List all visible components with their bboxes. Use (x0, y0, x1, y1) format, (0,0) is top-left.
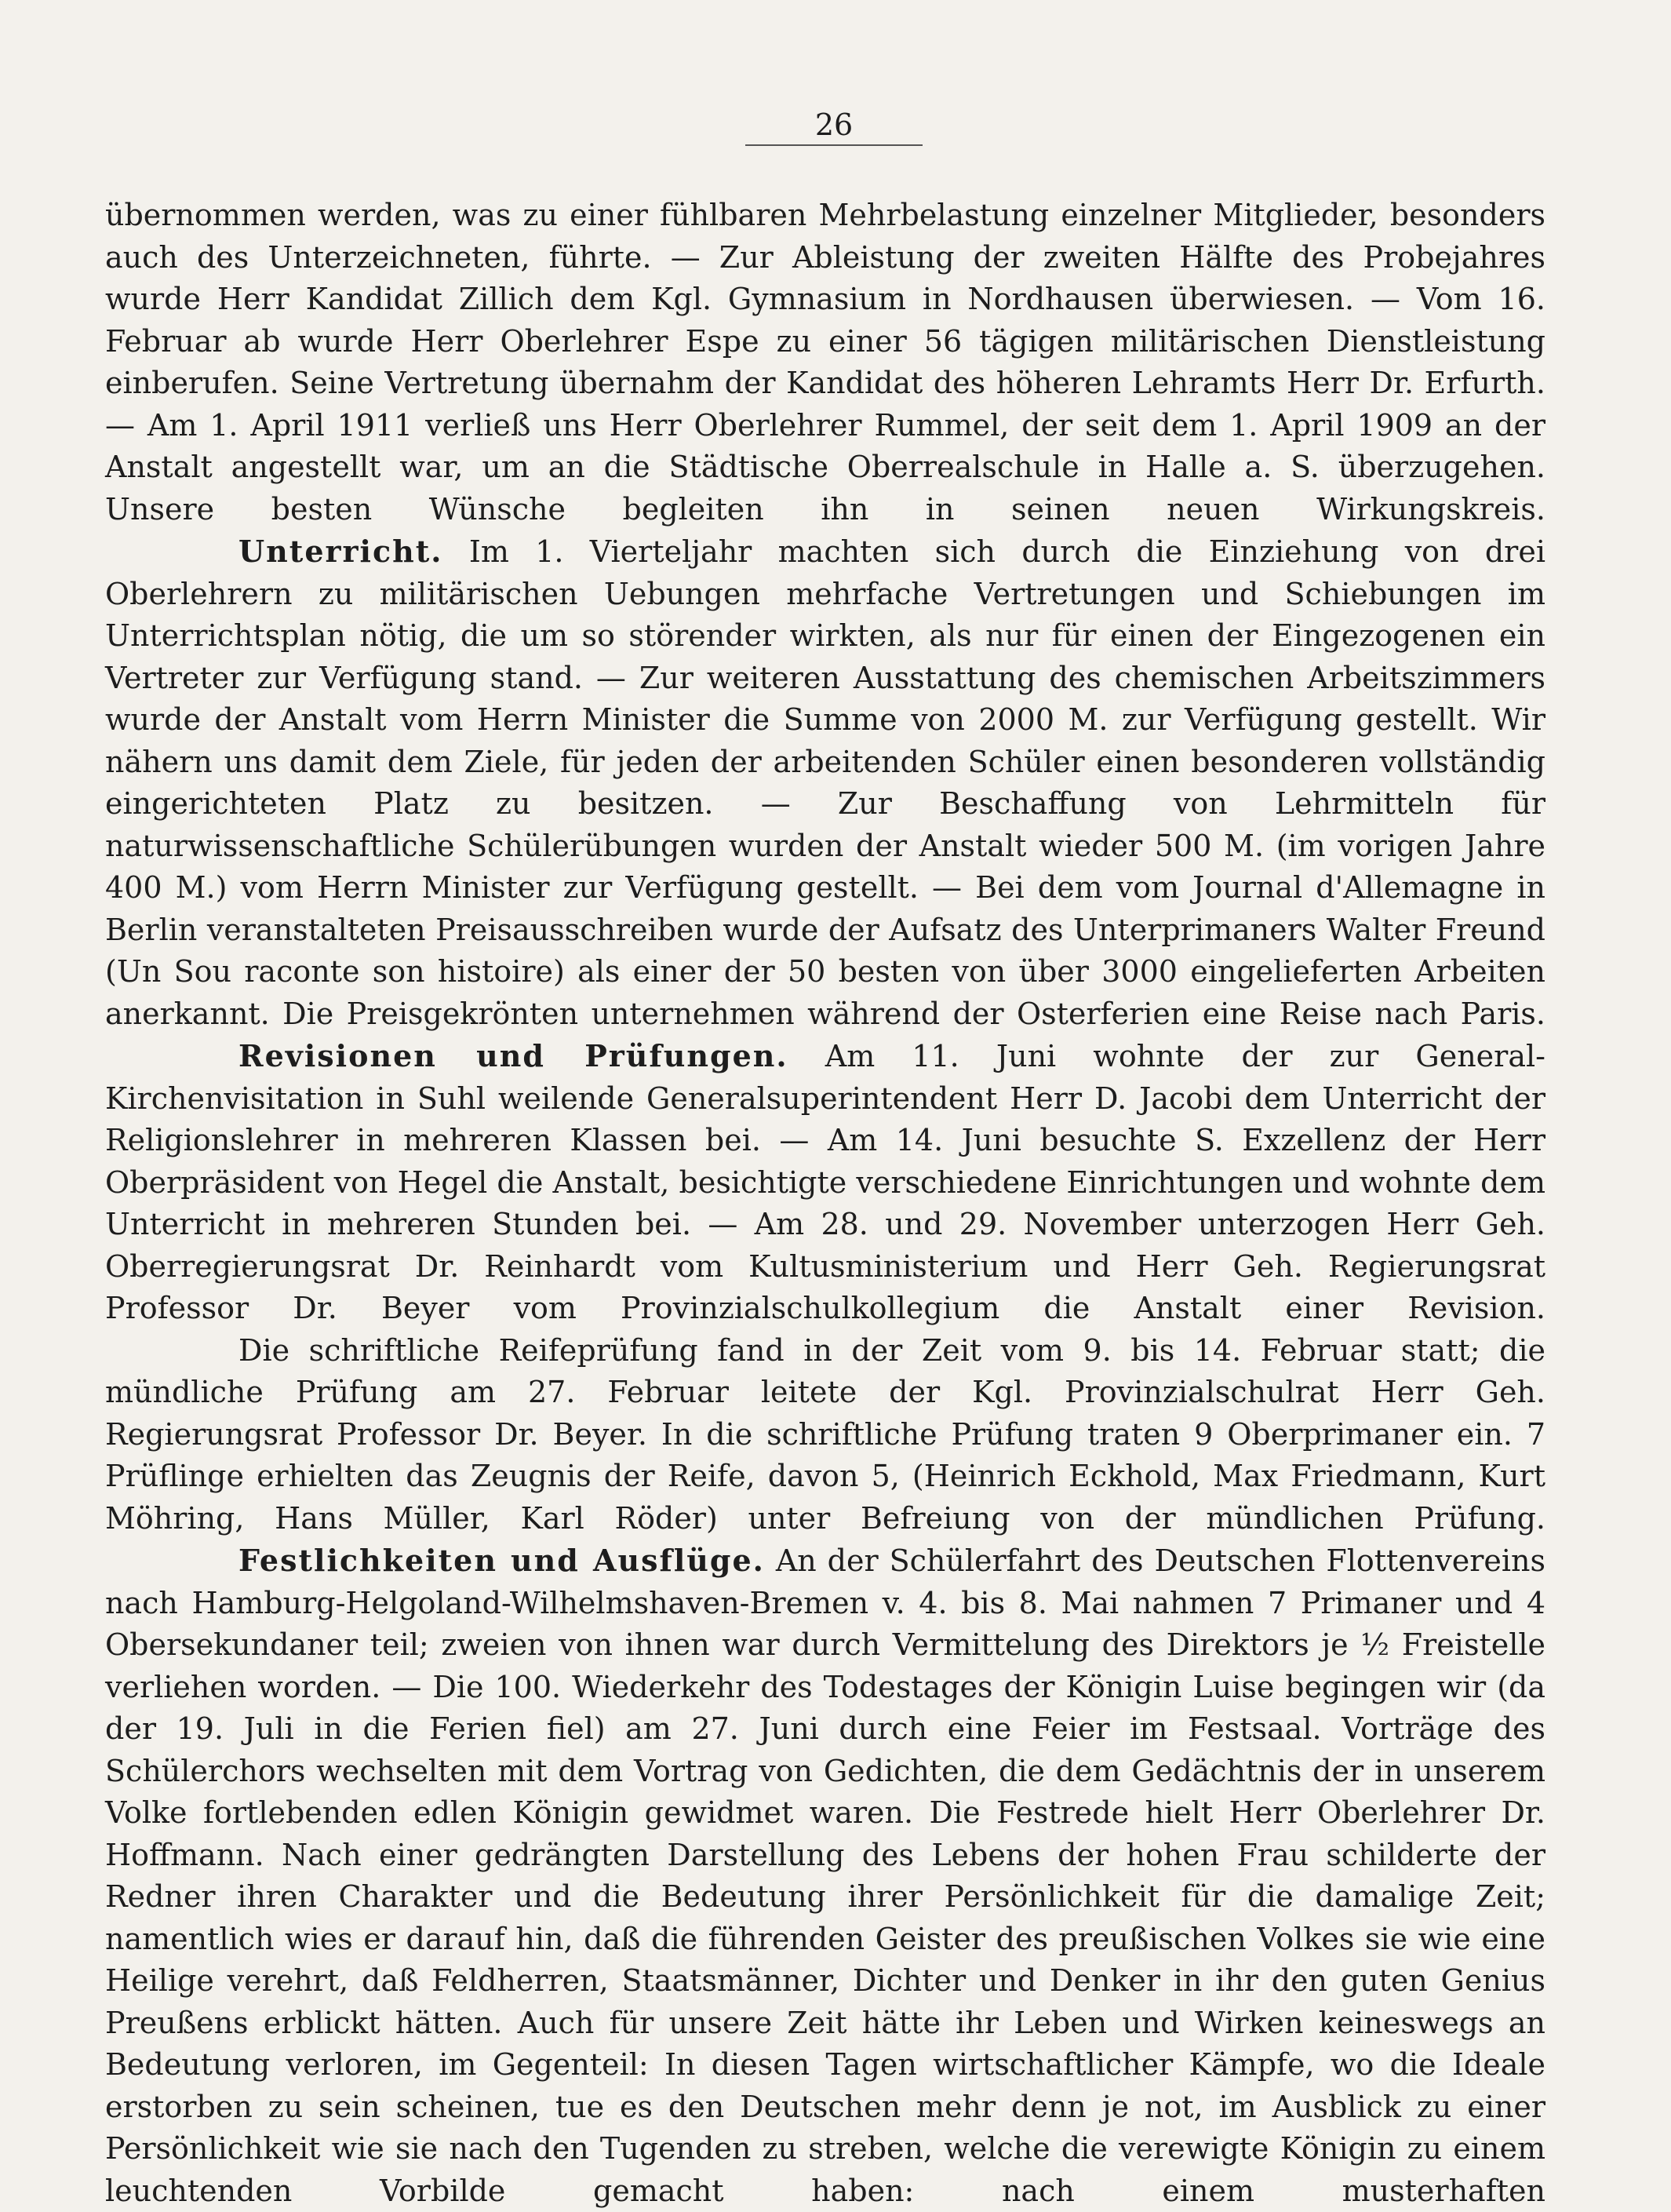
section-heading-festlichkeiten: Festlichkeiten und Ausflüge. (238, 1543, 765, 1578)
paragraph-text: An der Schülerfahrt des Deutschen Flottenvereins nach Hamburg-Helgoland-Wilhelmshaven-Bremen v. 4. bis 8. Mai nahmen 7 Primaner und 4 Obersekundaner teil; zweien von ihnen war durch Vermittelung des Direktors je ½ Freistelle verliehen worden. — Die 100. Wiederkehr des Todestages der Königin Luise begingen wir (da der 19. Juli in die Ferien fiel) am 27. Juni durch eine Feier im Festsaal. Vorträge des Schülerchors wechselten mit dem Vortrag von Gedichten, die dem Gedächtnis der in unserem Volke fortlebenden edlen Königin gewidmet waren. Die Festrede hielt Herr Oberlehrer Dr. Hoffmann. Nach einer gedrängten Darstellung des Lebens der hohen Frau schilderte der Redner ihren Charakter und die Bedeutung ihrer Persönlichkeit für die damalige Zeit; namentlich wies er darauf hin, daß die führenden Geister des preußischen Volkes sie wie eine Heilige verehrt, daß Feldherren, Staatsmänner, Dichter und Denker in ihr den guten Genius Preußens erblickt hätten. Auch für unsere Zeit hätte ihr Leben und Wirken keineswegs an Bedeutung verloren, im Gegenteil: In diesen Tagen wirtschaftlicher Kämpfe, wo die Ideale erstorben zu sein scheinen, tue es den Deutschen mehr denn je not, im Ausblick zu einer Persönlichkeit wie sie nach den Tugenden zu streben, welche die verewigte Königin zu einem leuchtenden Vorbilde gemacht haben: nach einem musterhaften (105, 1543, 1546, 2208)
paragraph-text: Im 1. Vierteljahr machten sich durch die Einziehung von drei Oberlehrern zu militärischen Uebungen mehrfache Vertretungen und Schiebungen im Unterrichtsplan nötig, die um so störender wirkten, als nur für einen der Eingezogenen ein Vertreter zur Verfügung stand. — Zur weiteren Ausstattung des chemischen Arbeitszimmers wurde der Anstalt vom Herrn Minister die Summe von 2000 M. zur Verfügung gestellt. Wir nähern uns damit dem Ziele, für jeden der arbeitenden Schüler einen besonderen vollständig eingerichteten Platz zu besitzen. — Zur Beschaffung von Lehrmitteln für naturwissenschaftliche Schülerübungen wurden der Anstalt wieder 500 M. (im vorigen Jahre 400 M.) vom Herrn Minister zur Verfügung gestellt. — Bei dem vom Journal d'Allemagne in Berlin veranstalteten Preisausschreiben wurde der Aufsatz des Unterprimaners Walter Freund (Un Sou raconte son histoire) als einer der 50 besten von über 3000 eingelieferten Arbeiten anerkannt. Die Preisgekrönten unternehmen während der Osterferien eine Reise nach Paris. (105, 534, 1545, 1031)
page-number: 26 (814, 108, 854, 142)
section-heading-unterricht: Unterricht. (238, 534, 443, 569)
paragraph-festlichkeiten (105, 1540, 1545, 2212)
paragraph-revisionen (105, 1035, 1545, 1330)
paragraph-reifepruefung (105, 1330, 1545, 1540)
section-heading-revisionen: Revisionen und Prüfungen. (238, 1038, 788, 1073)
page-number-rule (745, 144, 923, 146)
paragraph-text: übernommen werden, was zu einer fühlbaren Mehrbelastung einzelner Mitglieder, besonders auch des Unterzeichneten, führte. — Zur Ableistung der zweiten Hälfte des Probejahres wurde Herr Kandidat Zillich dem Kgl. Gymnasium in Nordhausen überwiesen. — Vom 16. Februar ab wurde Herr Oberlehrer Espe zu einer 56 tägigen militärischen Dienstleistung einberufen. Seine Vertretung übernahm der Kandidat des höheren Lehramts Herr Dr. Erfurth. — Am 1. April 1911 verließ uns Herr Oberlehrer Rummel, der seit dem 1. April 1909 an der Anstalt angestellt war, um an die Städtische Oberrealschule in Halle a. S. überzugehen. Unsere besten Wünsche begleiten ihn in seinen neuen Wirkungskreis. (105, 198, 1545, 527)
paragraph-staff-changes (105, 195, 1545, 530)
body-text (105, 195, 1545, 2212)
paragraph-text: Am 11. Juni wohnte der zur General-Kirchenvisitation in Suhl weilende Generalsuperintendent Herr D. Jacobi dem Unterricht der Religionslehrer in mehreren Klassen bei. — Am 14. Juni besuchte S. Exzellenz der Herr Oberpräsident von Hegel die Anstalt, besichtigte verschiedene Einrichtungen und wohnte dem Unterricht in mehreren Stunden bei. — Am 28. und 29. November unterzogen Herr Geh. Oberregierungsrat Dr. Reinhardt vom Kultusministerium und Herr Geh. Regierungsrat Professor Dr. Beyer vom Provinzialschulkollegium die Anstalt einer Revision. (105, 1039, 1545, 1325)
paragraph-text: Die schriftliche Reifeprüfung fand in der Zeit vom 9. bis 14. Februar statt; die mündliche Prüfung am 27. Februar leitete der Kgl. Provinzialschulrat Herr Geh. Regierungsrat Professor Dr. Beyer. In die schriftliche Prüfung traten 9 Oberprimaner ein. 7 Prüflinge erhielten das Zeugnis der Reife, davon 5, (Heinrich Eckhold, Max Friedmann, Kurt Möhring, Hans Müller, Karl Röder) unter Befreiung von der mündlichen Prüfung. (105, 1332, 1545, 1536)
paragraph-unterricht (105, 530, 1545, 1035)
